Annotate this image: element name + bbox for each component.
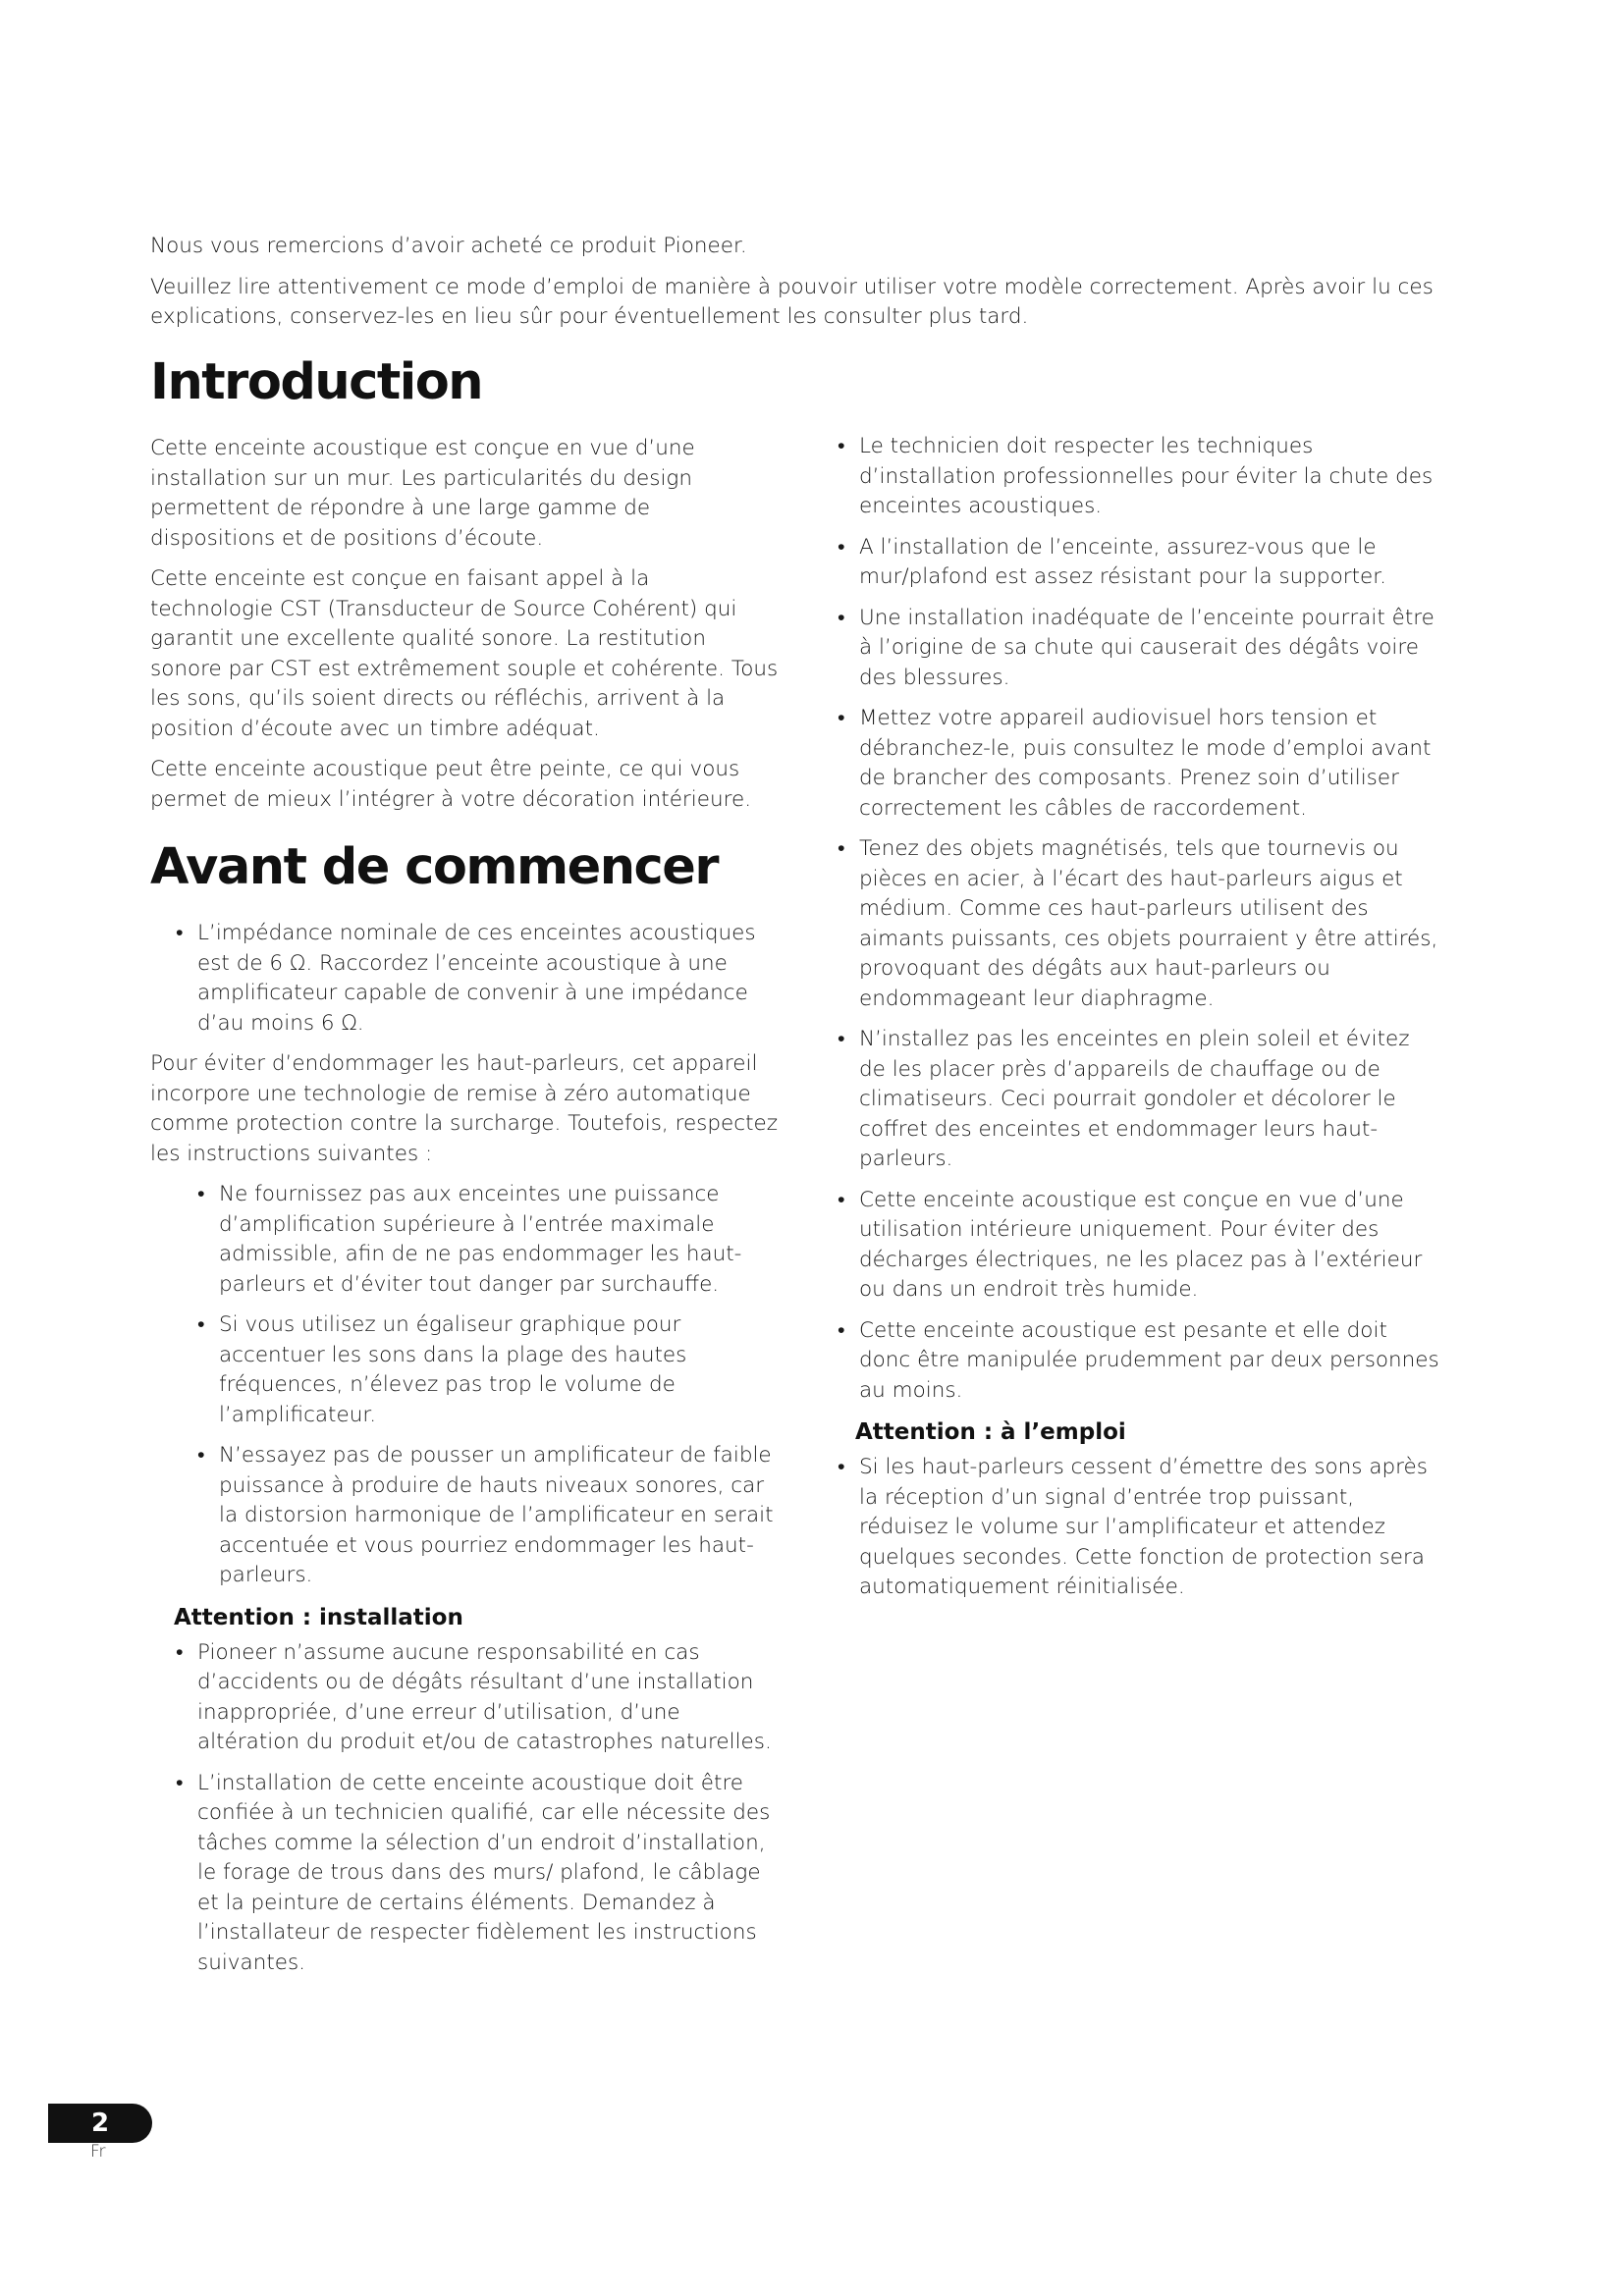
list-item: • Ne fournissez pas aux enceintes une puissance d’amplification supérieure à l’entrée maximale admissible, afin de ne pas endommager les haut-parleurs et d’éviter tout danger par surchauffe.	[191, 1180, 779, 1300]
list-item: • Si vous utilisez un égaliseur graphique pour accentuer les sons dans la plage des hautes fréquences, n’élevez pas trop le volume de l’amplificateur.	[191, 1310, 779, 1430]
list-item: • Le technicien doit respecter les techniques d’installation professionnelles pour éviter la chute des enceintes acoustiques.	[832, 432, 1440, 522]
intro-paragraph-3: Cette enceinte acoustique peut être peinte, ce qui vous permet de mieux l’intégrer à votre décoration intérieure.	[150, 757, 752, 812]
protection-sub-list	[191, 1180, 779, 1591]
attention-emploi-heading: Attention : à l’emploi	[855, 1419, 1126, 1445]
list-item: • Mettez votre appareil audiovisuel hors tension et débranchez-le, puis consultez le mode d’emploi avant de brancher des composants. Prenez soin d’utiliser correctement les câbles de raccordement.	[832, 704, 1440, 824]
thanks-line: Nous vous remercions d’avoir acheté ce produit Pioneer.	[150, 234, 747, 258]
left-column	[150, 353, 779, 1989]
list-item: • Cette enceinte acoustique est conçue en vue d’une utilisation intérieure uniquement. Pour éviter des décharges électriques, ne les placez pas à l’extérieur ou dans un endroit très humide.	[832, 1186, 1440, 1306]
language-label: Fr	[90, 2142, 106, 2162]
impedance-bullet: • L’impédance nominale de ces enceintes acoustiques est de 6 Ω. Raccordez l’enceinte acoustique à une amplificateur capable de convenir à une impédance d’au moins 6 Ω.	[170, 919, 779, 1039]
installation-list	[170, 1638, 779, 1979]
list-item: • N’installez pas les enceintes en plein soleil et évitez de les placer près d’appareils de chauffage ou de climatiseurs. Ceci pourrait gondoler et décolorer le coffret des enceintes et endommager leurs haut-parleurs.	[832, 1025, 1440, 1175]
impedance-list	[170, 919, 779, 1039]
intro-paragraph-2: Cette enceinte est conçue en faisant appel à la technologie CST (Transducteur de Source Cohérent) qui garantit une excellente qualité sonore. La restitution sonore par CST est extrêmement souple et cohérente. Tous les sons, qu’ils soient directs ou réfléchis, arrivent à la position d’écoute avec un timbre adéquat.	[150, 566, 779, 741]
intro-paragraph-1: Cette enceinte acoustique est conçue en vue d’une installation sur un mur. Les particularités du design permettent de répondre à une large gamme de dispositions et de positions d’écoute.	[150, 436, 695, 551]
list-item: • Pioneer n’assume aucune responsabilité en cas d’accidents ou de dégâts résultant d’une installation inappropriée, d’une erreur d’utilisation, d’une altération du produit et/ou de catastrophes naturelles.	[170, 1638, 779, 1758]
list-item: • Cette enceinte acoustique est pesante et elle doit donc être manipulée prudemment par deux personnes au moins.	[832, 1316, 1440, 1407]
emploi-list	[832, 1453, 1440, 1603]
list-item: • Tenez des objets magnétisés, tels que tournevis ou pièces en acier, à l’écart des haut-parleurs aigus et médium. Comme ces haut-parleurs utilisent des aimants puissants, ces objets pourraient y être attirés, provoquant des dégâts aux haut-parleurs ou endommageant leur diaphragme.	[832, 834, 1440, 1014]
list-item: • Si les haut-parleurs cessent d’émettre des sons après la réception d’un signal d’entrée trop puissant, réduisez le volume sur l’amplificateur et attendez quelques secondes. Cette fonction de protection sera automatiquement réinitialisée.	[832, 1453, 1440, 1603]
list-item: • N’essayez pas de pousser un amplificateur de faible puissance à produire de hauts niveaux sonores, car la distorsion harmonique de l’amplificateur en serait accentuée et vous pourriez endommager les haut-parleurs.	[191, 1441, 779, 1591]
protection-paragraph: Pour éviter d’endommager les haut-parleurs, cet appareil incorpore une technologie de remise à zéro automatique comme protection contre la surcharge. Toutefois, respectez les instructions suivantes :	[150, 1051, 779, 1166]
list-item: • L’installation de cette enceinte acoustique doit être confiée à un technicien qualifié, car elle nécessite des tâches comme la sélection d’un endroit d’installation, le forage de trous dans des murs/ plafond, le câblage et la peinture de certains éléments. Demandez à l’installateur de respecter fidèlement les instructions suivantes.	[170, 1769, 779, 1979]
introduction-title: Introduction	[150, 353, 483, 411]
list-item: • Une installation inadéquate de l’enceinte pourrait être à l’origine de sa chute qui causerait des dégâts voire des blessures.	[832, 604, 1440, 694]
list-item: • A l’installation de l’enceinte, assurez-vous que le mur/plafond est assez résistant pour la supporter.	[832, 533, 1440, 593]
installation-list-continued	[832, 432, 1440, 1406]
intro-lines	[150, 232, 1436, 344]
avant-de-commencer-title: Avant de commencer	[150, 838, 719, 896]
attention-installation-heading: Attention : installation	[174, 1604, 463, 1630]
right-column	[832, 432, 1440, 1614]
page-number-tab	[48, 2104, 152, 2143]
read-manual-line: Veuillez lire attentivement ce mode d’emploi de manière à pouvoir utiliser votre modèle correctement. Après avoir lu ces explications, conservez-les en lieu sûr pour éventuellement les consulter plus tard.	[150, 274, 1434, 329]
page-number: 2	[90, 2109, 110, 2138]
